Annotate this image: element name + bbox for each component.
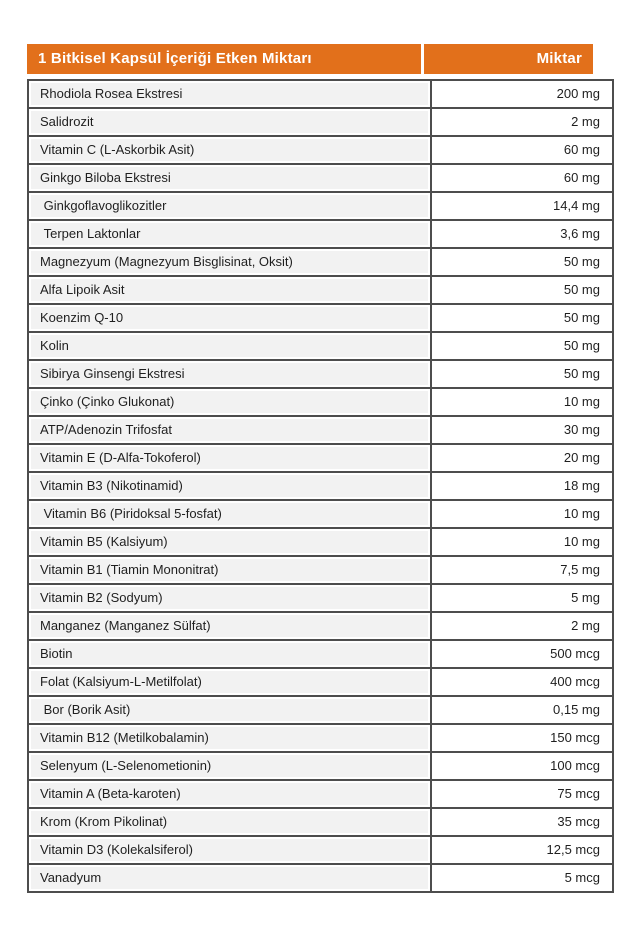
table-row bbox=[28, 248, 613, 276]
ingredient-name: Vitamin B2 (Sodyum) bbox=[28, 584, 431, 612]
ingredient-name: Vitamin D3 (Kolekalsiferol) bbox=[28, 836, 431, 864]
ingredient-amount: 100 mcg bbox=[431, 752, 613, 780]
table-row bbox=[28, 276, 613, 304]
ingredient-amount: 500 mcg bbox=[431, 640, 613, 668]
table-row bbox=[28, 640, 613, 668]
table-row bbox=[28, 416, 613, 444]
table-row bbox=[28, 304, 613, 332]
ingredient-amount: 3,6 mg bbox=[431, 220, 613, 248]
ingredient-amount: 150 mcg bbox=[431, 724, 613, 752]
ingredient-amount: 10 mg bbox=[431, 388, 613, 416]
ingredient-amount: 60 mg bbox=[431, 136, 613, 164]
table-row bbox=[28, 780, 613, 808]
header-amount-label: Miktar bbox=[424, 44, 593, 74]
ingredient-amount: 20 mg bbox=[431, 444, 613, 472]
table-row bbox=[28, 556, 613, 584]
table-row bbox=[28, 332, 613, 360]
ingredient-name: ATP/Adenozin Trifosfat bbox=[28, 416, 431, 444]
table-header-row bbox=[27, 44, 593, 74]
table-row bbox=[28, 696, 613, 724]
table-row bbox=[28, 500, 613, 528]
ingredient-name: Alfa Lipoik Asit bbox=[28, 276, 431, 304]
ingredient-amount: 7,5 mg bbox=[431, 556, 613, 584]
ingredient-amount: 2 mg bbox=[431, 108, 613, 136]
ingredient-name: Manganez (Manganez Sülfat) bbox=[28, 612, 431, 640]
ingredient-amount: 50 mg bbox=[431, 304, 613, 332]
ingredient-name: Vitamin B5 (Kalsiyum) bbox=[28, 528, 431, 556]
ingredient-amount: 10 mg bbox=[431, 528, 613, 556]
ingredient-amount: 50 mg bbox=[431, 332, 613, 360]
table-row bbox=[28, 80, 613, 108]
header-ingredient-label: 1 Bitkisel Kapsül İçeriği Etken Miktarı bbox=[27, 44, 421, 74]
ingredient-name: Vitamin A (Beta-karoten) bbox=[28, 780, 431, 808]
ingredient-amount: 5 mcg bbox=[431, 864, 613, 892]
table-row bbox=[28, 612, 613, 640]
table-row bbox=[28, 164, 613, 192]
table-row bbox=[28, 192, 613, 220]
ingredient-name: Vitamin C (L-Askorbik Asit) bbox=[28, 136, 431, 164]
table-row bbox=[28, 220, 613, 248]
ingredient-amount: 75 mcg bbox=[431, 780, 613, 808]
ingredient-name: Rhodiola Rosea Ekstresi bbox=[28, 80, 431, 108]
ingredient-amount: 35 mcg bbox=[431, 808, 613, 836]
ingredient-amount: 5 mg bbox=[431, 584, 613, 612]
facts-table-body bbox=[28, 80, 613, 892]
ingredient-name: Vitamin B1 (Tiamin Mononitrat) bbox=[28, 556, 431, 584]
table-row bbox=[28, 528, 613, 556]
ingredient-amount: 12,5 mcg bbox=[431, 836, 613, 864]
table-row bbox=[28, 584, 613, 612]
ingredient-amount: 60 mg bbox=[431, 164, 613, 192]
ingredient-name: Kolin bbox=[28, 332, 431, 360]
ingredient-amount: 200 mg bbox=[431, 80, 613, 108]
ingredient-amount: 18 mg bbox=[431, 472, 613, 500]
ingredient-amount: 0,15 mg bbox=[431, 696, 613, 724]
table-row bbox=[28, 836, 613, 864]
ingredient-name: Biotin bbox=[28, 640, 431, 668]
ingredient-name: Koenzim Q-10 bbox=[28, 304, 431, 332]
ingredient-name: Vitamin E (D-Alfa-Tokoferol) bbox=[28, 444, 431, 472]
ingredient-name: Krom (Krom Pikolinat) bbox=[28, 808, 431, 836]
table-row bbox=[28, 472, 613, 500]
ingredient-amount: 50 mg bbox=[431, 276, 613, 304]
ingredient-name: Terpen Laktonlar bbox=[28, 220, 431, 248]
table-row bbox=[28, 808, 613, 836]
ingredient-name: Çinko (Çinko Glukonat) bbox=[28, 388, 431, 416]
ingredient-name: Vanadyum bbox=[28, 864, 431, 892]
table-row bbox=[28, 752, 613, 780]
ingredient-name: Vitamin B6 (Piridoksal 5-fosfat) bbox=[28, 500, 431, 528]
table-row bbox=[28, 444, 613, 472]
ingredient-amount: 2 mg bbox=[431, 612, 613, 640]
table-row bbox=[28, 388, 613, 416]
ingredient-name: Salidrozit bbox=[28, 108, 431, 136]
ingredient-name: Selenyum (L-Selenometionin) bbox=[28, 752, 431, 780]
table-row bbox=[28, 360, 613, 388]
ingredient-name: Ginkgo Biloba Ekstresi bbox=[28, 164, 431, 192]
ingredient-name: Magnezyum (Magnezyum Bisglisinat, Oksit) bbox=[28, 248, 431, 276]
ingredient-name: Folat (Kalsiyum-L-Metilfolat) bbox=[28, 668, 431, 696]
ingredient-amount: 30 mg bbox=[431, 416, 613, 444]
ingredient-amount: 400 mcg bbox=[431, 668, 613, 696]
table-row bbox=[28, 108, 613, 136]
facts-body-table bbox=[27, 79, 614, 893]
ingredient-name: Ginkgoflavoglikozitler bbox=[28, 192, 431, 220]
ingredient-name: Vitamin B12 (Metilkobalamin) bbox=[28, 724, 431, 752]
table-row bbox=[28, 136, 613, 164]
ingredient-name: Sibirya Ginsengi Ekstresi bbox=[28, 360, 431, 388]
ingredient-name: Bor (Borik Asit) bbox=[28, 696, 431, 724]
table-row bbox=[28, 724, 613, 752]
ingredient-name: Vitamin B3 (Nikotinamid) bbox=[28, 472, 431, 500]
supplement-facts-table bbox=[27, 44, 600, 893]
table-row bbox=[28, 668, 613, 696]
ingredient-amount: 14,4 mg bbox=[431, 192, 613, 220]
ingredient-amount: 50 mg bbox=[431, 248, 613, 276]
ingredient-amount: 50 mg bbox=[431, 360, 613, 388]
ingredient-amount: 10 mg bbox=[431, 500, 613, 528]
table-row bbox=[28, 864, 613, 892]
